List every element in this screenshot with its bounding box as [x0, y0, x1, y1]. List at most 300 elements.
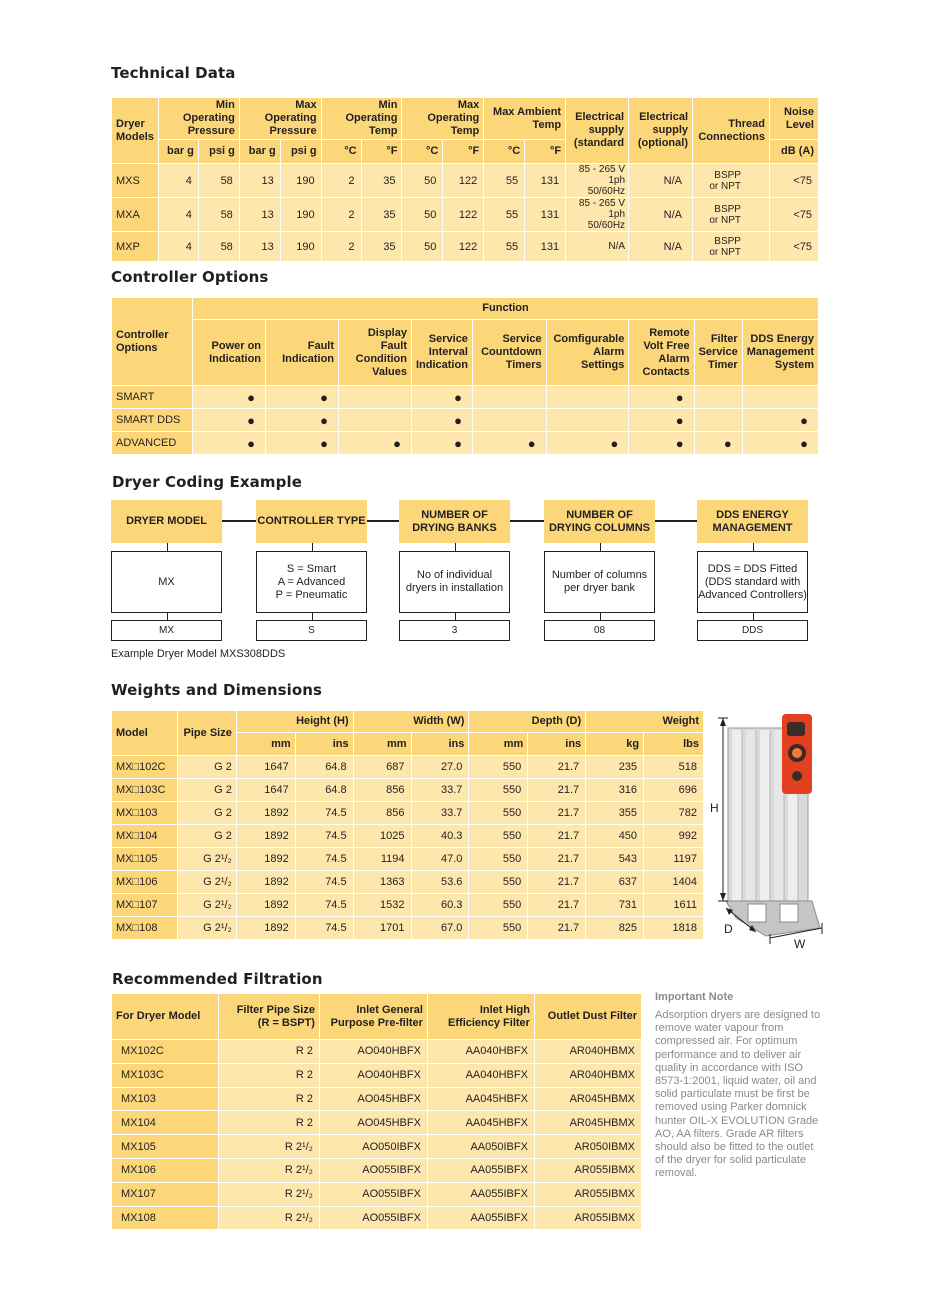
value-cell: 1892 — [236, 825, 295, 848]
model-cell: MX□102C — [112, 756, 178, 779]
value-cell: 21.7 — [528, 871, 586, 894]
header-inlet-he: Inlet High Efficiency Filter — [427, 994, 534, 1040]
coding-header-box: CONTROLLER TYPE — [256, 500, 367, 543]
outlet-cell: AR040HBMX — [534, 1063, 641, 1087]
weights-dimensions-table — [111, 710, 704, 940]
pipe-size-cell: R 2¹/₂ — [219, 1182, 320, 1206]
pipe-size-cell: R 2 — [219, 1063, 320, 1087]
inlet-gp-cell: AO040HBFX — [319, 1063, 427, 1087]
inlet-he-cell: AA050IBFX — [427, 1135, 534, 1159]
table-row — [112, 825, 704, 848]
connector-line — [367, 520, 399, 522]
unit-header: psi g — [198, 140, 239, 164]
connector-line — [753, 613, 754, 620]
inlet-he-cell: AA040HBFX — [427, 1063, 534, 1087]
value-cell: 550 — [469, 756, 528, 779]
value-cell: 190 — [280, 164, 321, 198]
elec-standard-cell: N/A — [566, 232, 629, 262]
value-cell: 64.8 — [295, 779, 353, 802]
header-for-dryer-model: For Dryer Model — [112, 994, 219, 1040]
thread-cell: BSPP or NPT — [693, 232, 770, 262]
empty-cell — [339, 409, 412, 432]
model-cell: MX107 — [112, 1182, 219, 1206]
header-min-op-pressure: Min Operating Pressure — [158, 98, 239, 140]
value-cell: 1197 — [644, 848, 704, 871]
value-cell: 21.7 — [528, 917, 586, 940]
pipe-size-cell: G 2¹/₂ — [177, 894, 236, 917]
header-depth: Depth (D) — [469, 711, 586, 733]
value-cell: 518 — [644, 756, 704, 779]
value-cell: 1194 — [353, 848, 411, 871]
value-cell: 131 — [525, 232, 566, 262]
value-cell: 67.0 — [411, 917, 469, 940]
value-cell: 13 — [239, 198, 280, 232]
empty-cell — [339, 386, 412, 409]
table-row — [112, 1158, 642, 1182]
pipe-size-cell: G 2¹/₂ — [177, 917, 236, 940]
noise-cell: <75 — [769, 198, 818, 232]
value-cell: 50 — [402, 164, 443, 198]
unit-header: ins — [528, 733, 586, 756]
model-cell: MX104 — [112, 1111, 219, 1135]
empty-cell — [694, 386, 742, 409]
coding-header-box: DDS ENERGY MANAGEMENT — [697, 500, 808, 543]
pipe-size-cell: G 2 — [177, 825, 236, 848]
table-row — [112, 756, 704, 779]
elec-standard-cell: 85 - 265 V 1ph 50/60Hz — [566, 164, 629, 198]
value-cell: 4 — [158, 198, 198, 232]
value-cell: 122 — [443, 164, 484, 198]
value-cell: 21.7 — [528, 894, 586, 917]
inlet-gp-cell: AO055IBFX — [319, 1182, 427, 1206]
header-height: Height (H) — [236, 711, 353, 733]
inlet-gp-cell: AO040HBFX — [319, 1040, 427, 1064]
value-cell: 74.5 — [295, 802, 353, 825]
filtration-table — [111, 993, 642, 1230]
value-cell: 856 — [353, 802, 411, 825]
pipe-size-cell: R 2¹/₂ — [219, 1206, 320, 1230]
value-cell: 550 — [469, 825, 528, 848]
function-header: Filter Service Timer — [694, 320, 742, 386]
technical-data-title: Technical Data — [111, 64, 236, 82]
controller-name-cell: ADVANCED — [112, 432, 193, 455]
header-weight: Weight — [586, 711, 704, 733]
value-cell: 33.7 — [411, 802, 469, 825]
model-cell: MX103C — [112, 1063, 219, 1087]
table-row — [112, 848, 704, 871]
header-elec-standard: Electrical supply (standard — [566, 98, 629, 164]
unit-header: °C — [402, 140, 443, 164]
feature-dot: ● — [742, 409, 818, 432]
value-cell: 13 — [239, 164, 280, 198]
inlet-gp-cell: AO050IBFX — [319, 1135, 427, 1159]
model-cell: MX□106 — [112, 871, 178, 894]
value-cell: 825 — [586, 917, 644, 940]
header-min-op-temp: Min Operating Temp — [321, 98, 402, 140]
function-header: DDS Energy Management System — [742, 320, 818, 386]
value-cell: 637 — [586, 871, 644, 894]
value-cell: 1647 — [236, 756, 295, 779]
outlet-cell: AR040HBMX — [534, 1040, 641, 1064]
pipe-size-cell: G 2 — [177, 756, 236, 779]
unit-header: °C — [321, 140, 361, 164]
value-cell: 64.8 — [295, 756, 353, 779]
header-filter-pipe-size: Filter Pipe Size (R = BSPT) — [219, 994, 320, 1040]
value-cell: 550 — [469, 802, 528, 825]
inlet-he-cell: AA055IBFX — [427, 1158, 534, 1182]
pipe-size-cell: G 2 — [177, 779, 236, 802]
unit-header: °F — [443, 140, 484, 164]
model-cell: MX□104 — [112, 825, 178, 848]
value-cell: 122 — [443, 232, 484, 262]
feature-dot: ● — [193, 409, 266, 432]
inlet-gp-cell: AO045HBFX — [319, 1111, 427, 1135]
inlet-gp-cell: AO045HBFX — [319, 1087, 427, 1111]
value-cell: 33.7 — [411, 779, 469, 802]
table-row — [112, 802, 704, 825]
coding-header-box: NUMBER OF DRYING COLUMNS — [544, 500, 655, 543]
coding-description-box: MX — [111, 551, 222, 613]
table-row — [112, 894, 704, 917]
model-cell: MX□108 — [112, 917, 178, 940]
coding-value-box: S — [256, 620, 367, 641]
coding-value-box: DDS — [697, 620, 808, 641]
value-cell: 27.0 — [411, 756, 469, 779]
value-cell: 21.7 — [528, 825, 586, 848]
model-cell: MX106 — [112, 1158, 219, 1182]
table-row — [112, 386, 819, 409]
value-cell: 450 — [586, 825, 644, 848]
pipe-size-cell: R 2¹/₂ — [219, 1135, 320, 1159]
connector-line — [655, 520, 697, 522]
value-cell: 131 — [525, 198, 566, 232]
value-cell: 21.7 — [528, 848, 586, 871]
value-cell: 543 — [586, 848, 644, 871]
value-cell: 856 — [353, 779, 411, 802]
value-cell: 21.7 — [528, 756, 586, 779]
value-cell: 1025 — [353, 825, 411, 848]
unit-header: psi g — [280, 140, 321, 164]
value-cell: 1647 — [236, 779, 295, 802]
elec-optional-cell: N/A — [629, 232, 693, 262]
model-cell: MX□107 — [112, 894, 178, 917]
value-cell: 47.0 — [411, 848, 469, 871]
noise-cell: <75 — [769, 164, 818, 198]
inlet-he-cell: AA055IBFX — [427, 1206, 534, 1230]
function-header: Power on Indication — [193, 320, 266, 386]
coding-description-box: No of individual dryers in installation — [399, 551, 510, 613]
value-cell: 74.5 — [295, 894, 353, 917]
model-cell: MX108 — [112, 1206, 219, 1230]
header-function: Function — [193, 298, 819, 320]
model-cell: MX105 — [112, 1135, 219, 1159]
table-row — [112, 164, 819, 198]
thread-cell: BSPP or NPT — [693, 198, 770, 232]
header-model: Model — [112, 711, 178, 756]
inlet-he-cell: AA045HBFX — [427, 1111, 534, 1135]
important-note-title: Important Note — [655, 991, 734, 1003]
pipe-size-cell: G 2 — [177, 802, 236, 825]
model-cell: MX103 — [112, 1087, 219, 1111]
value-cell: 1818 — [644, 917, 704, 940]
function-header: Comfigurable Alarm Settings — [546, 320, 629, 386]
dryer-coding-title: Dryer Coding Example — [112, 473, 302, 491]
table-row — [112, 232, 819, 262]
value-cell: 21.7 — [528, 802, 586, 825]
value-cell: 35 — [361, 198, 402, 232]
value-cell: 55 — [484, 232, 525, 262]
coding-description-box: S = Smart A = Advanced P = Pneumatic — [256, 551, 367, 613]
value-cell: 4 — [158, 164, 198, 198]
value-cell: 190 — [280, 198, 321, 232]
value-cell: 21.7 — [528, 779, 586, 802]
header-width: Width (W) — [353, 711, 469, 733]
feature-dot: ● — [546, 432, 629, 455]
table-row — [112, 198, 819, 232]
outlet-cell: AR055IBMX — [534, 1182, 641, 1206]
unit-header: mm — [236, 733, 295, 756]
feature-dot: ● — [266, 432, 339, 455]
header-controller-options: Controller Options — [112, 298, 193, 386]
outlet-cell: AR045HBMX — [534, 1087, 641, 1111]
unit-header: mm — [469, 733, 528, 756]
value-cell: 550 — [469, 871, 528, 894]
controller-options-table — [111, 297, 819, 455]
function-header: Fault Indication — [266, 320, 339, 386]
header-elec-optional: Electrical supply (optional) — [629, 98, 693, 164]
table-row — [112, 409, 819, 432]
value-cell: 992 — [644, 825, 704, 848]
feature-dot: ● — [411, 432, 472, 455]
connector-line — [455, 613, 456, 620]
pipe-size-cell: R 2 — [219, 1040, 320, 1064]
table-row — [112, 432, 819, 455]
value-cell: 131 — [525, 164, 566, 198]
noise-cell: <75 — [769, 232, 818, 262]
header-max-op-temp: Max Operating Temp — [402, 98, 484, 140]
value-cell: 58 — [198, 232, 239, 262]
elec-optional-cell: N/A — [629, 164, 693, 198]
header-pipe-size: Pipe Size — [177, 711, 236, 756]
header-dryer-models: Dryer Models — [112, 98, 159, 164]
inlet-he-cell: AA045HBFX — [427, 1087, 534, 1111]
value-cell: 74.5 — [295, 871, 353, 894]
value-cell: 13 — [239, 232, 280, 262]
value-cell: 74.5 — [295, 917, 353, 940]
pipe-size-cell: G 2¹/₂ — [177, 848, 236, 871]
value-cell: 50 — [402, 198, 443, 232]
empty-cell — [472, 409, 546, 432]
example-dryer-model: Example Dryer Model MXS308DDS — [111, 648, 286, 660]
unit-header: °C — [484, 140, 525, 164]
outlet-cell: AR055IBMX — [534, 1158, 641, 1182]
inlet-gp-cell: AO055IBFX — [319, 1206, 427, 1230]
inlet-he-cell: AA055IBFX — [427, 1182, 534, 1206]
value-cell: 1892 — [236, 894, 295, 917]
technical-data-table — [111, 97, 819, 262]
value-cell: 1892 — [236, 848, 295, 871]
value-cell: 58 — [198, 198, 239, 232]
feature-dot: ● — [629, 386, 694, 409]
header-max-ambient-temp: Max Ambient Temp — [484, 98, 566, 140]
coding-value-box: MX — [111, 620, 222, 641]
feature-dot: ● — [266, 409, 339, 432]
function-header: Remote Volt Free Alarm Contacts — [629, 320, 694, 386]
dryer-illustration — [708, 708, 830, 948]
elec-standard-cell: 85 - 265 V 1ph 50/60Hz — [566, 198, 629, 232]
value-cell: 35 — [361, 164, 402, 198]
value-cell: 731 — [586, 894, 644, 917]
unit-header: dB (A) — [769, 140, 818, 164]
controller-name-cell: SMART — [112, 386, 193, 409]
value-cell: 2 — [321, 164, 361, 198]
outlet-cell: AR050IBMX — [534, 1135, 641, 1159]
header-inlet-gp: Inlet General Purpose Pre-filter — [319, 994, 427, 1040]
unit-header: °F — [525, 140, 566, 164]
weights-dimensions-title: Weights and Dimensions — [111, 681, 323, 699]
pipe-size-cell: R 2 — [219, 1087, 320, 1111]
unit-header: lbs — [644, 733, 704, 756]
value-cell: 122 — [443, 198, 484, 232]
value-cell: 696 — [644, 779, 704, 802]
unit-header: bar g — [158, 140, 198, 164]
table-row — [112, 1206, 642, 1230]
value-cell: 1363 — [353, 871, 411, 894]
elec-optional-cell: N/A — [629, 198, 693, 232]
coding-description-box: DDS = DDS Fitted (DDS standard with Advanced Controllers) — [697, 551, 808, 613]
table-row — [112, 871, 704, 894]
unit-header: kg — [586, 733, 644, 756]
value-cell: 2 — [321, 232, 361, 262]
value-cell: 1611 — [644, 894, 704, 917]
connector-line — [312, 613, 313, 620]
pipe-size-cell: G 2¹/₂ — [177, 871, 236, 894]
feature-dot: ● — [629, 409, 694, 432]
connector-line — [510, 520, 544, 522]
controller-name-cell: SMART DDS — [112, 409, 193, 432]
feature-dot: ● — [266, 386, 339, 409]
header-thread: Thread Connections — [693, 98, 770, 164]
coding-header-box: DRYER MODEL — [111, 500, 222, 543]
connector-line — [167, 613, 168, 620]
value-cell: 55 — [484, 198, 525, 232]
model-cell: MXA — [112, 198, 159, 232]
value-cell: 1532 — [353, 894, 411, 917]
pipe-size-cell: R 2 — [219, 1111, 320, 1135]
empty-cell — [546, 386, 629, 409]
pipe-size-cell: R 2¹/₂ — [219, 1158, 320, 1182]
feature-dot: ● — [193, 386, 266, 409]
value-cell: 190 — [280, 232, 321, 262]
dim-label-d: D — [724, 922, 733, 936]
controller-options-title: Controller Options — [111, 268, 269, 286]
value-cell: 550 — [469, 779, 528, 802]
important-note-text: Adsorption dryers are designed to remove water vapour from compressed air. For optimum performance and to deliver air quality in accordance with ISO 8573-1:2001, liquid water, oil and solid particulate must be first be removed using Parker domnick hunter OIL-X EVOLUTION Grade AO, AA filters. Grade AR filters should also be fitted to the outlet of the dryer for solid particulate removal. — [655, 1009, 821, 1180]
dim-label-h: H — [710, 801, 719, 815]
model-cell: MXS — [112, 164, 159, 198]
empty-cell — [546, 409, 629, 432]
feature-dot: ● — [193, 432, 266, 455]
function-header: Service Interval Indication — [411, 320, 472, 386]
connector-line — [222, 520, 256, 522]
thread-cell: BSPP or NPT — [693, 164, 770, 198]
value-cell: 74.5 — [295, 848, 353, 871]
value-cell: 235 — [586, 756, 644, 779]
feature-dot: ● — [411, 386, 472, 409]
model-cell: MX□105 — [112, 848, 178, 871]
table-row — [112, 917, 704, 940]
value-cell: 1892 — [236, 871, 295, 894]
value-cell: 316 — [586, 779, 644, 802]
connector-line — [600, 613, 601, 620]
unit-header: bar g — [239, 140, 280, 164]
controller-head — [782, 714, 812, 794]
value-cell: 60.3 — [411, 894, 469, 917]
header-max-op-pressure: Max Operating Pressure — [239, 98, 321, 140]
header-outlet: Outlet Dust Filter — [534, 994, 641, 1040]
header-noise: Noise Level — [769, 98, 818, 140]
table-row — [112, 1087, 642, 1111]
value-cell: 40.3 — [411, 825, 469, 848]
unit-header: ins — [411, 733, 469, 756]
coding-header-box: NUMBER OF DRYING BANKS — [399, 500, 510, 543]
function-header: Service Countdown Timers — [472, 320, 546, 386]
value-cell: 550 — [469, 848, 528, 871]
inlet-he-cell: AA040HBFX — [427, 1040, 534, 1064]
value-cell: 1892 — [236, 917, 295, 940]
recommended-filtration-title: Recommended Filtration — [112, 970, 323, 988]
coding-value-box: 3 — [399, 620, 510, 641]
outlet-cell: AR055IBMX — [534, 1206, 641, 1230]
table-row — [112, 779, 704, 802]
unit-header: °F — [361, 140, 402, 164]
function-header: Display Fault Condition Values — [339, 320, 412, 386]
unit-header: ins — [295, 733, 353, 756]
empty-cell — [694, 409, 742, 432]
model-cell: MX102C — [112, 1040, 219, 1064]
value-cell: 58 — [198, 164, 239, 198]
value-cell: 2 — [321, 198, 361, 232]
value-cell: 1701 — [353, 917, 411, 940]
feature-dot: ● — [629, 432, 694, 455]
value-cell: 53.6 — [411, 871, 469, 894]
value-cell: 550 — [469, 894, 528, 917]
table-row — [112, 1135, 642, 1159]
inlet-gp-cell: AO055IBFX — [319, 1158, 427, 1182]
coding-description-box: Number of columns per dryer bank — [544, 551, 655, 613]
table-row — [112, 1111, 642, 1135]
model-cell: MX□103 — [112, 802, 178, 825]
table-row — [112, 1040, 642, 1064]
model-cell: MXP — [112, 232, 159, 262]
value-cell: 355 — [586, 802, 644, 825]
table-row — [112, 1063, 642, 1087]
value-cell: 782 — [644, 802, 704, 825]
value-cell: 1892 — [236, 802, 295, 825]
feature-dot: ● — [411, 409, 472, 432]
feature-dot: ● — [742, 432, 818, 455]
value-cell: 35 — [361, 232, 402, 262]
value-cell: 1404 — [644, 871, 704, 894]
table-row — [112, 1182, 642, 1206]
empty-cell — [472, 386, 546, 409]
value-cell: 74.5 — [295, 825, 353, 848]
feature-dot: ● — [694, 432, 742, 455]
coding-value-box: 08 — [544, 620, 655, 641]
value-cell: 687 — [353, 756, 411, 779]
dim-label-w: W — [794, 937, 806, 948]
value-cell: 4 — [158, 232, 198, 262]
